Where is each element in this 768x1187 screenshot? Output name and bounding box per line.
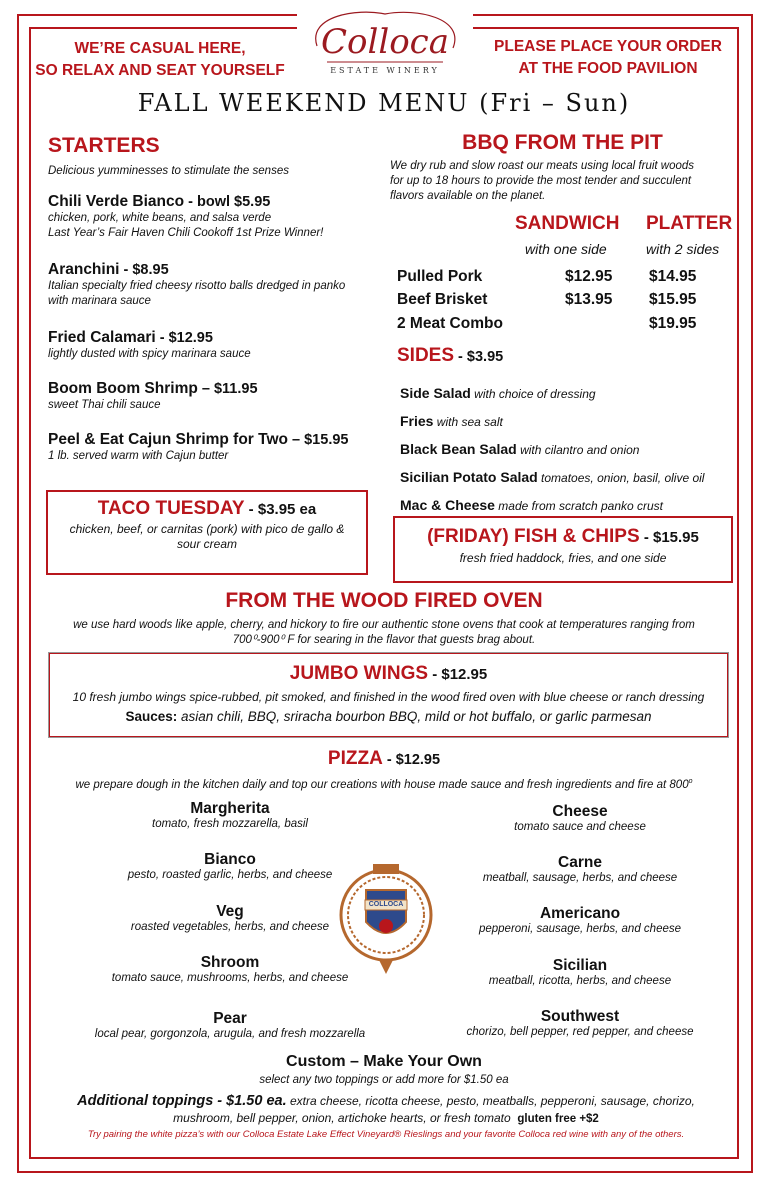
bbq-title: BBQ FROM THE PIT <box>462 131 663 154</box>
pizza-name: Veg <box>216 903 244 920</box>
crest-emblem-icon <box>339 860 433 980</box>
casual-notice-line2: SO RELAX AND SEAT YOURSELF <box>35 62 285 79</box>
pizza-item-desc: tomato, fresh mozzarella, basil <box>152 818 308 830</box>
side-desc: tomatoes, onion, basil, olive oil <box>537 471 705 485</box>
oven-title: FROM THE WOOD FIRED OVEN <box>225 589 543 612</box>
taco-desc: sour cream <box>176 537 238 551</box>
pizza-item-desc: tomato sauce, mushrooms, herbs, and cheese <box>111 972 349 984</box>
taco-tuesday-box <box>46 490 368 575</box>
pizza-item-desc: chorizo, bell pepper, red pepper, and cheese <box>466 1026 694 1038</box>
custom-title: Custom – Make Your Own <box>286 1053 482 1070</box>
starter-name: Aranchini <box>48 261 120 278</box>
pizza-item-desc: meatball, ricotta, herbs, and cheese <box>488 975 672 987</box>
wings-price: - $12.95 <box>428 666 488 683</box>
pairing-footer: Try pairing the white pizza’s with our Colloca Estate Lake Effect Vineyard® Rieslings and your favorite Colloca red wine with any of the others. <box>87 1129 685 1140</box>
starter-name: Fried Calamari <box>48 329 156 346</box>
starter-name: Peel & Eat Cajun Shrimp for Two <box>48 431 288 448</box>
pizza-item-desc: pesto, roasted garlic, herbs, and cheese <box>127 869 333 881</box>
pizza-desc-text: we prepare dough in the kitchen daily and top our creations with house made sauce and fresh ingredients and fire at 800 <box>75 778 689 791</box>
bbq-desc-line: We dry rub and slow roast our meats using local fruit woods <box>390 160 695 172</box>
bbq-row-sandwich: $12.95 <box>565 268 613 285</box>
starter-desc: Italian specialty fried cheesy risotto balls dredged in panko <box>48 280 346 292</box>
crest-text: COLLOCA <box>368 901 404 908</box>
bbq-row-platter: $14.95 <box>649 268 697 285</box>
pizza-name: Americano <box>539 905 621 922</box>
pizza-name: Carne <box>558 854 602 871</box>
pizza-name: Southwest <box>540 1008 620 1025</box>
starter-item <box>48 329 388 362</box>
bbq-row-platter: $19.95 <box>649 315 697 332</box>
starter-item <box>48 431 393 464</box>
pizza-heading <box>0 748 768 770</box>
menu-title: FALL WEEKEND MENU (Fri – Sun) <box>137 89 631 117</box>
bbq-row-name: Beef Brisket <box>397 291 488 308</box>
casual-notice <box>30 38 290 82</box>
bbq-row-sandwich: $13.95 <box>565 291 613 308</box>
order-notice <box>478 36 738 80</box>
sauces-list: asian chili, BBQ, sriracha bourbon BBQ, mild or hot buffalo, or garlic parmesan <box>177 709 652 724</box>
pizza-name: Margherita <box>190 800 270 817</box>
fish-price: - $15.95 <box>639 529 699 546</box>
casual-notice-line1: WE’RE CASUAL HERE, <box>74 40 246 57</box>
starter-price: - bowl $5.95 <box>184 194 271 210</box>
starter-desc: 1 lb. served warm with Cajun butter <box>48 450 229 462</box>
logo-subtitle: ESTATE WINERY <box>330 66 440 75</box>
side-item <box>400 436 740 464</box>
pizza-item-desc: pepperoni, sausage, herbs, and cheese <box>478 923 682 935</box>
pizza-name: Shroom <box>200 954 260 971</box>
fish-desc: fresh fried haddock, fries, and one side <box>459 551 667 565</box>
starters-subtitle: Delicious yumminesses to stimulate the senses <box>48 165 289 177</box>
wings-title: JUMBO WINGS <box>289 663 429 684</box>
additional-toppings-list: extra cheese, ricotta cheese, pesto, meatballs, pepperoni, sausage, chorizo, <box>286 1094 695 1108</box>
side-desc: with choice of dressing <box>470 387 596 401</box>
pizza-price: - $12.95 <box>382 752 441 768</box>
starter-desc: Last Year’s Fair Haven Chili Cookoff 1st Prize Winner! <box>48 227 324 239</box>
sandwich-header: SANDWICH <box>515 213 620 234</box>
starter-price: – $15.95 <box>288 432 349 448</box>
starter-desc: lightly dusted with spicy marinara sauce <box>48 348 251 360</box>
sandwich-subheader: with one side <box>525 241 607 257</box>
starter-item <box>48 193 388 241</box>
pizza-name: Bianco <box>204 851 256 868</box>
colloca-logo <box>297 6 473 84</box>
side-desc: with sea salt <box>433 415 503 429</box>
side-desc: with cilantro and onion <box>516 443 640 457</box>
platter-subheader: with 2 sides <box>646 241 720 257</box>
order-notice-line1: PLEASE PLACE YOUR ORDER <box>494 38 722 55</box>
bbq-desc-line: for up to 18 hours to provide the most tender and succulent <box>390 175 692 187</box>
taco-price: - $3.95 ea <box>244 501 317 518</box>
pizza-item-desc: roasted vegetables, herbs, and cheese <box>130 921 330 933</box>
starter-name: Chili Verde Bianco <box>48 193 185 210</box>
starter-desc: with marinara sauce <box>48 295 151 307</box>
order-notice-line2: AT THE FOOD PAVILION <box>518 60 698 77</box>
pizza-title: PIZZA <box>327 748 383 769</box>
pizza-desc <box>30 774 738 793</box>
sides-heading <box>397 345 503 367</box>
side-desc: made from scratch panko crust <box>494 499 664 513</box>
bbq-desc-line: flavors available on the planet. <box>390 190 546 202</box>
platter-header: PLATTER <box>646 213 733 234</box>
starter-desc: chicken, pork, white beans, and salsa verde <box>48 212 272 224</box>
bbq-desc <box>390 159 740 204</box>
side-item <box>400 408 740 436</box>
side-name: Black Bean Salad <box>400 441 517 457</box>
custom-desc: select any two toppings or add more for $1.50 ea <box>259 1074 509 1086</box>
pizza-item-desc: local pear, gorgonzola, arugula, and fresh mozzarella <box>94 1028 366 1040</box>
oven-desc-line: we use hard woods like apple, cherry, and hickory to fire our authentic stone ovens that cook at temperatures ranging from <box>73 619 695 631</box>
bbq-row-name: Pulled Pork <box>397 268 483 285</box>
additional-toppings <box>36 1093 736 1128</box>
side-name: Sicilian Potato Salad <box>400 469 538 485</box>
taco-title: TACO TUESDAY <box>97 498 245 519</box>
pizza-item-desc: meatball, sausage, herbs, and cheese <box>482 872 678 884</box>
pizza-degree: o <box>688 778 693 785</box>
pizza-item-desc: tomato sauce and cheese <box>514 821 646 833</box>
side-item <box>400 380 740 408</box>
pizza-name: Pear <box>213 1010 247 1027</box>
bbq-row-platter: $15.95 <box>649 291 697 308</box>
starter-item <box>48 261 388 309</box>
wings-desc: 10 fresh jumbo wings spice-rubbed, pit smoked, and finished in the wood fired oven with blue cheese or ranch dressing <box>72 690 705 704</box>
logo-word: Colloca <box>320 22 449 62</box>
starter-price: – $11.95 <box>197 381 258 397</box>
sides-title: SIDES <box>397 345 455 366</box>
oven-desc-line: 700⁰-900⁰ F for searing in the flavor that guests brag about. <box>232 634 536 646</box>
pizza-name: Sicilian <box>552 957 608 974</box>
gluten-free-note: gluten free +$2 <box>517 1113 599 1125</box>
oven-desc <box>30 618 738 648</box>
sauces-label: Sauces: <box>125 709 178 724</box>
sides-price: - $3.95 <box>454 349 504 365</box>
starter-desc: sweet Thai chili sauce <box>48 399 161 411</box>
pizza-name: Cheese <box>552 803 608 820</box>
side-name: Fries <box>400 413 434 429</box>
starter-price: - $8.95 <box>119 262 169 278</box>
additional-toppings-list2: mushroom, bell pepper, onion, artichoke hearts, or fresh tomato <box>173 1111 511 1125</box>
starter-name: Boom Boom Shrimp <box>48 380 198 397</box>
side-item <box>400 464 740 492</box>
pizza-right-column <box>430 803 730 1058</box>
starters-title: STARTERS <box>48 134 160 157</box>
side-name: Mac & Cheese <box>400 497 495 513</box>
bbq-row-name: 2 Meat Combo <box>397 315 503 332</box>
additional-toppings-label: Additional toppings - $1.50 ea. <box>77 1093 287 1109</box>
fish-title: (FRIDAY) FISH & CHIPS <box>427 526 640 547</box>
taco-desc: chicken, beef, or carnitas (pork) with pico de gallo & <box>69 522 345 536</box>
colloca-crest <box>339 860 433 980</box>
jumbo-wings-box <box>48 652 729 738</box>
starter-item <box>48 380 388 413</box>
sides-list <box>400 380 740 520</box>
fish-chips-box <box>393 516 733 583</box>
side-name: Side Salad <box>400 385 471 401</box>
starter-price: - $12.95 <box>155 330 213 346</box>
